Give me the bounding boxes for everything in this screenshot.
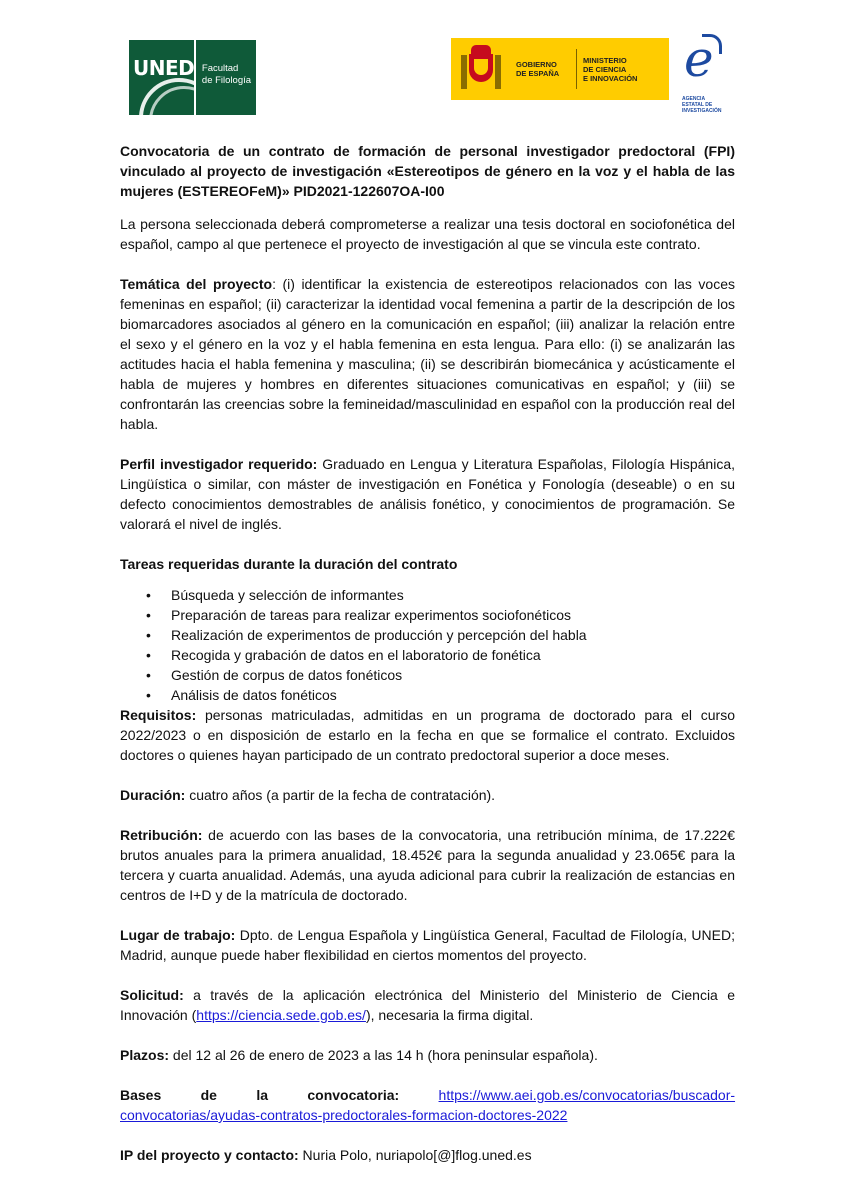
retribucion-paragraph [120, 825, 735, 905]
ip-paragraph [120, 1145, 735, 1165]
faculty-line-2: de Filología [201, 75, 252, 86]
bases-paragraph-line-1 [120, 1085, 735, 1105]
bases-label-word: convocatoria [307, 1087, 395, 1103]
tarea-item: • Análisis de datos fonéticos [146, 685, 735, 705]
tarea-item: • Preparación de tareas para realizar experimentos sociofonéticos [146, 605, 735, 625]
uned-logo-mark [129, 40, 194, 115]
gobierno-line-1: GOBIERNO [516, 60, 557, 69]
bases-paragraph-line-2 [120, 1105, 735, 1125]
tarea-item: • Gestión de corpus de datos fonéticos [146, 665, 735, 685]
lugar-paragraph [120, 925, 735, 965]
gobierno-line-2: DE ESPAÑA [516, 69, 560, 78]
tarea-item: • Realización de experimentos de producción y percepción del habla [146, 625, 735, 645]
gobierno-label [516, 60, 570, 78]
bases-label-2: de [200, 1087, 217, 1103]
requisitos-paragraph [120, 705, 735, 765]
lugar-text: Dpto. de Lengua Española y Lingüística General, Facultad de Filología, UNED; Madrid, aunque puede haber flexibilidad en ciertos momentos del proyecto. [120, 927, 735, 963]
uned-faculty-logo [129, 40, 256, 115]
aei-swoosh-icon [702, 34, 722, 54]
spain-coat-of-arms-icon [460, 45, 502, 93]
aei-line-1: AGENCIA [682, 96, 706, 102]
ciencia-sede-link[interactable]: https://ciencia.sede.gob.es/ [196, 1007, 366, 1023]
faculty-label [196, 40, 256, 115]
faculty-line-1: Facultad [201, 63, 239, 74]
bases-label-3: la [256, 1087, 269, 1103]
bases-label-1: Bases [120, 1087, 162, 1103]
aei-convocatorias-link-part-2[interactable]: convocatorias/ayudas-contratos-predoctorales-formacion-doctores-2022 [120, 1107, 568, 1123]
perfil-label: Perfil investigador requerido: [120, 456, 318, 472]
plazos-text: del 12 al 26 de enero de 2023 a las 14 h (hora peninsular española). [169, 1047, 598, 1063]
duracion-label: Duración: [120, 787, 186, 803]
tematica-label: Temática del proyecto [120, 276, 273, 292]
solicitud-label: Solicitud: [120, 987, 184, 1003]
gobierno-ministerio-logo [451, 38, 669, 100]
retribucion-text: de acuerdo con las bases de la convocatoria, una retribución mínima, de 17.222€ brutos anuales para la primera anualidad, 18.452€ para la segunda anualidad y 23.065€ para la tercera y cuarta anualidad. Además, una ayuda adicional para cubrir la realización de estancias en centros de I+D y de la matrícula de doctorado. [120, 827, 735, 903]
perfil-paragraph [120, 454, 735, 534]
perfil-text: Graduado en Lengua y Literatura Españolas, Filología Hispánica, Lingüística o similar, con máster de investigación en Fonética y Fonología (deseable) o en su defecto conocimientos demostrables de análisis fonético, y conocimientos de programación. Se valorará el nivel de inglés. [120, 456, 736, 532]
ip-label: IP del proyecto y contacto: [120, 1147, 299, 1163]
tematica-paragraph [120, 274, 735, 434]
aei-line-3: INVESTIGACIÓN [682, 108, 722, 114]
solicitud-paragraph [120, 985, 735, 1025]
ministerio-label [583, 56, 663, 83]
plazos-paragraph [120, 1045, 735, 1065]
retribucion-label: Retribución: [120, 827, 203, 843]
document-body [120, 141, 735, 1165]
duracion-paragraph [120, 785, 735, 805]
requisitos-label: Requisitos: [120, 707, 197, 723]
logo-divider [576, 49, 577, 89]
bases-colon: : [394, 1087, 400, 1103]
aei-logo [682, 30, 730, 124]
ministerio-line-3: E INNOVACIÓN [583, 73, 638, 83]
aei-label [682, 96, 730, 114]
aei-e-icon: e [684, 30, 714, 88]
intro-paragraph: La persona seleccionada deberá comprometerse a realizar una tesis doctoral en sociofonética del español, campo al que pertenece el proyecto de investigación al que se vincula este contrato. [120, 216, 735, 252]
plazos-label: Plazos: [120, 1047, 170, 1063]
tarea-item: • Recogida y grabación de datos en el laboratorio de fonética [146, 645, 735, 665]
ministerio-line-2: DE CIENCIA [583, 64, 627, 74]
aei-line-2: ESTATAL DE [682, 102, 713, 108]
tarea-item: • Búsqueda y selección de informantes [146, 585, 735, 605]
lugar-label: Lugar de trabajo: [120, 927, 236, 943]
requisitos-text: personas matriculadas, admitidas en un programa de doctorado para el curso 2022/2023 o en disposición de estarlo en la fecha en que se formalice el contrato. Excluidos doctores o quienes hayan participado de un contrato predoctoral superior a doce meses. [120, 707, 735, 763]
tematica-text: : (i) identificar la existencia de estereotipos relacionados con las voces femeninas en español; (ii) caracterizar la identidad vocal femenina a partir de la descripción de los biomarcadores asociados al género en la comunicación en español; (iii) analizar la relación entre el sexo y el género en la voz y el habla femenina en esta lengua. Para ello: (i) se analizarán las actitudes hacia el habla femenina y masculina; (ii) se describirán biomecánica y acústicamente el habla de mujeres y hombres en diferentes situaciones comunicativas en español; y (iii) se confrontarán las creencias sobre la femineidad/masculinidad en español con la producción real del habla. [120, 276, 735, 432]
document-title: Convocatoria de un contrato de formación de personal investigador predoctoral (FPI) vinculado al proyecto de investigación «Estereotipos de género en la voz y el habla de las mujeres (ESTEREOFeM)» PID2021-122607OA-I00 [120, 143, 735, 199]
bases-label-4 [307, 1087, 399, 1103]
tareas-list [120, 585, 735, 705]
duracion-text: cuatro años (a partir de la fecha de contratación). [185, 787, 496, 803]
tareas-heading: Tareas requeridas durante la duración del contrato [120, 556, 458, 572]
ip-text: Nuria Polo, nuriapolo[@]flog.uned.es [298, 1147, 532, 1163]
solicitud-text-2: ), necesaria la firma digital. [365, 1007, 534, 1023]
uned-logo-text: UNED [133, 56, 194, 80]
ministerio-line-1: MINISTERIO [583, 55, 627, 65]
solicitud-text-1: a través de la aplicación electrónica del Ministerio del Ministerio de Ciencia e Innovación ( [120, 987, 735, 1023]
aei-convocatorias-link-part-1[interactable]: https://www.aei.gob.es/convocatorias/buscador- [438, 1087, 736, 1103]
